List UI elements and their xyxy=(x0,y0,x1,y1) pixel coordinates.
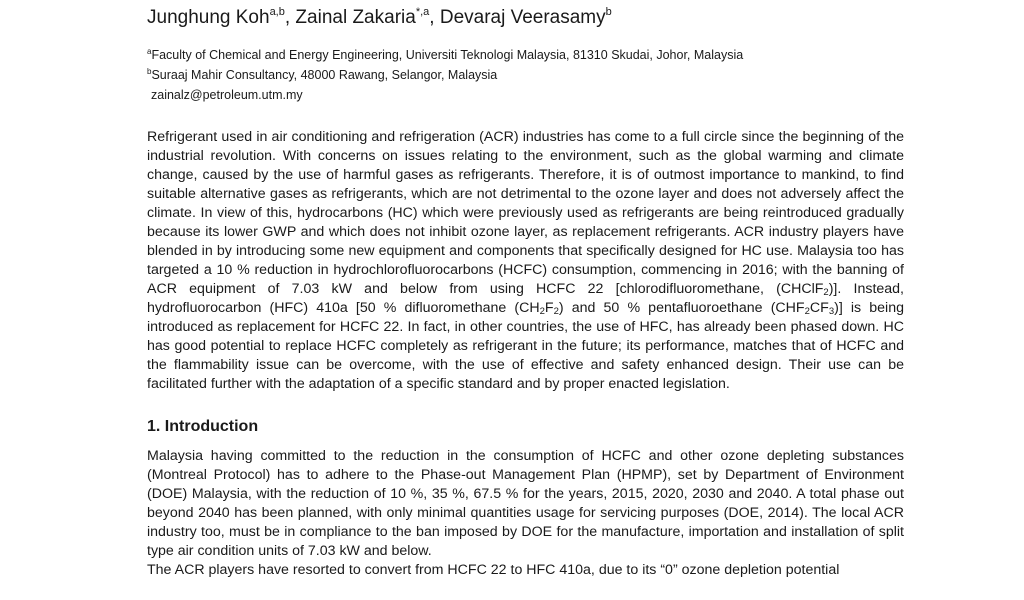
introduction-paragraph: The ACR players have resorted to convert from HCFC 22 to HFC 410a, due to its “0” ozone depletion potential xyxy=(147,562,840,578)
affiliation-text: Faculty of Chemical and Energy Engineering, Universiti Teknologi Malaysia, 81310 Skudai, Johor, Malaysia xyxy=(151,48,744,62)
abstract-text: ) and 50 % pentafluoroethane (CHF xyxy=(558,300,805,316)
subscript: 2 xyxy=(823,287,829,298)
author-separator: , xyxy=(429,7,440,28)
subscript: 2 xyxy=(804,306,810,317)
subscript: 2 xyxy=(539,306,545,317)
abstract-text: F xyxy=(544,300,554,316)
author-name: Junghung Koh xyxy=(147,7,270,28)
paper-page xyxy=(147,6,904,594)
author-affiliation-mark: a,b xyxy=(269,6,285,18)
affiliation-mark: a xyxy=(147,47,152,56)
affiliation-mark: b xyxy=(147,67,152,76)
introduction-paragraph: Malaysia having committed to the reduction in the consumption of HCFC and other ozone depleting substances (Montreal Protocol) has to adhere to the Phase-out Management Plan (HPMP), set by Department of Environment (DOE) Malaysia, with the reduction of 10 %, 35 %, 67.5 % for the years, 2015, 2020, 2030 and 2040. A total phase out beyond 2040 has been planned, with only minimal quantities usage for servicing purposes (DOE, 2014). The local ACR industry too, must be in compliance to the ban imposed by DOE for the manufacture, importation and installation of split type air condition units of 7.03 kW and below. xyxy=(147,448,904,559)
abstract-text: CF xyxy=(809,300,829,316)
abstract-text: Refrigerant used in air conditioning and refrigeration (ACR) industries has come to a full circle since the beginning of the industrial revolution. With concerns on issues relating to the environment, such as the global warming and climate change, caused by the use of harmful gases as refrigerants. Therefore, it is of outmost importance to mankind, to find suitable alternative gases as refrigerants, which are not detrimental to the ozone layer and does not adversely affect the climate. In view of this, hydrocarbons (HC) which were previously used as refrigerants are being reintroduced gradually because its lower GWP and which does not inhibit ozone layer, as replacement refrigerants. ACR industry players have blended in by introducing some new equipment and components that specifically designed for HC use. Malaysia too has targeted a 10 % reduction in hydrochlorofluorocarbons (HCFC) consumption, commencing in 2016; with the banning of ACR equipment of 7.03 kW and below from using HCFC 22 [chlorodifluoromethane, (CHClF xyxy=(147,129,904,297)
corresponding-email[interactable]: zainalz@petroleum.utm.my xyxy=(151,88,303,102)
author-name: Devaraj Veerasamy xyxy=(439,7,606,28)
author-affiliation-mark: b xyxy=(605,6,612,18)
affiliations xyxy=(147,45,904,105)
abstract xyxy=(147,128,904,394)
abstract-text: )]. Instead, hydrofluorocarbon (HFC) 410a [50 % difluoromethane (CH xyxy=(147,281,904,316)
subscript: 2 xyxy=(553,306,559,317)
author-separator: , xyxy=(284,7,296,28)
author-list xyxy=(147,6,904,30)
author-affiliation-mark: *,a xyxy=(415,6,430,18)
abstract-text: )] is being introduced as replacement for HCFC 22. In fact, in other countries, the use of HFC, has already been phased down. HC has good potential to replace HCFC completely as refrigerant in the future; its performance, matches that of HCFC and the flammability issue can be overcome, with the use of effective and safety enhanced design. Their use can be facilitated further with the adaptation of a specific standard and by proper enacted legislation. xyxy=(147,300,904,392)
author-name: Zainal Zakaria xyxy=(295,7,416,28)
affiliation-line xyxy=(147,65,904,85)
affiliation-line xyxy=(147,45,904,65)
section-heading-introduction: 1. Introduction xyxy=(147,418,259,435)
subscript: 3 xyxy=(828,306,835,317)
affiliation-text: Suraaj Mahir Consultancy, 48000 Rawang, Selangor, Malaysia xyxy=(151,68,498,82)
